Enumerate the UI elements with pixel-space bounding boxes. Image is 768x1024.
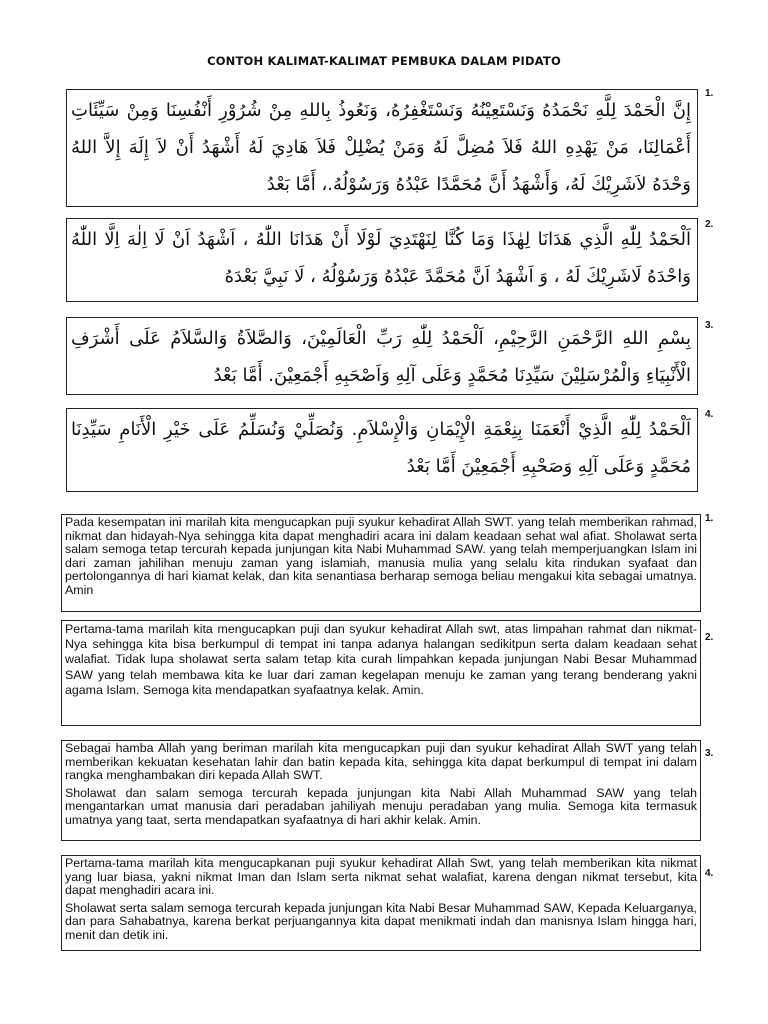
indonesian-paragraph: Pertama-tama marilah kita mengucapkanan puji syukur kehadirat Allah Swt, yang telah memberikan kita nikmat yang luar biasa, yakni nikmat Iman dan Islam serta nikmat sehat walafiat, karena dengan nikmat tersebut, kita dapat menghadiri acara ini. [65, 856, 697, 898]
indonesian-text-1 [62, 515, 700, 598]
indonesian-paragraph: Sebagai hamba Allah yang beriman marilah kita mengucapkan puji dan syukur kehadirat Allah SWT yang telah memberikan kekuatan kesehatan lahir dan batin kepada kita, sehingga kita dapat berkumpul di tempat ini dalam rangka menghambakan diri kepada Allah SWT. [65, 741, 697, 783]
indonesian-text-2 [62, 621, 700, 698]
section-number-indonesian-1: 1. [705, 513, 714, 524]
arabic-box-3 [66, 317, 698, 395]
document-title: CONTOH KALIMAT-KALIMAT PEMBUKA DALAM PIDATO [207, 54, 561, 68]
arabic-text-1: إِنَّ الْحَمْدَ لِلَّهِ نَحْمَدُهُ وَنَسْتَعِيْنُهُ وَنَسْتَغْفِرُهُ، وَنَعُوذُ بِاللهِ مِنْ شُرُوْرِ أَنْفُسِنَا وَمِنْ سَيِّئَاتِ أَعْمَالِنَا، مَنْ يَهْدِهِ اللهُ فَلاَ مُضِلَّ لَهُ وَمَنْ يُضْلِلْ فَلاَ هَادِيَ لَهُ أَشْهَدُ أَنْ لاَ إِلَهَ إِلاَّ اللهُ وَحْدَهُ لاَشَرِيْكَ لَهُ، وَأَشْهَدُ أَنَّ مُحَمَّدًا عَبْدُهُ وَرَسُوْلُهُ.، أَمَّا بَعْدُ [71, 100, 691, 195]
section-number-arabic-3: 3. [705, 320, 714, 331]
arabic-text-4: اَلْحَمْدُ لِلّٰهِ الَّذِيْ أَنْعَمَنَا بِنِعْمَةِ الْإِيْمَانِ وَالْإِسْلاَمِ. وَنُصَلِّيْ وَنُسَلِّمُ عَلَى خَيْرِ الْأَنَامِ سَيِّدِنَا مُحَمَّدٍ وَعَلَى آلِهِ وَصَحْبِهِ أَجْمَعِيْنَ أَمَّا بَعْدُ [71, 419, 691, 477]
indonesian-box-2 [61, 620, 701, 726]
arabic-box-1 [66, 89, 698, 207]
indonesian-box-4 [61, 855, 701, 951]
indonesian-box-1 [61, 514, 701, 612]
indonesian-paragraph: Sholawat dan salam semoga tercurah kepada junjungan kita Nabi Allah Muhammad SAW yang telah mengantarkan umat manusia dari peradaban jahiliyah menuju peradaban yang mulia. Semoga kita termasuk umatnya yang taat, serta mendapatkan syafaatnya di hari akhir kelak. Amin. [65, 785, 697, 827]
indonesian-box-3 [61, 740, 701, 841]
indonesian-paragraph: Sholawat serta salam semoga tercurah kepada junjungan kita Nabi Besar Muhammad SAW, Kepada Keluarganya, dan para Sahabatnya, karena berkat perjuangannya kita dapat menikmati indah dan manisnya Islam hingga hari, menit dan detik ini. [65, 900, 697, 942]
section-number-arabic-4: 4. [705, 409, 714, 420]
arabic-text-3: بِسْمِ اللهِ الرَّحْمَنِ الرَّحِيْمِ، اَلْحَمْدُ لِلّٰهِ رَبِّ الْعَالَمِيْنَ، وَالصَّلاَةُ وَالسَّلاَمُ عَلَى أَشْرَفِ الْأَنْبِيَاءِ وَالْمُرْسَلِيْنَ سَيِّدِنَا مُحَمَّدٍ وَعَلَى آلِهِ وَاَصْحَبِهِ أَجْمَعِيْنَ. أَمَّا بَعْدُ [71, 328, 691, 386]
arabic-box-4 [66, 408, 698, 492]
section-number-indonesian-4: 4. [705, 868, 714, 879]
section-number-arabic-1: 1. [705, 88, 714, 99]
section-number-indonesian-3: 3. [705, 748, 714, 759]
indonesian-text-4 [62, 856, 700, 943]
section-number-arabic-2: 2. [705, 219, 714, 230]
section-number-indonesian-2: 2. [705, 632, 714, 643]
indonesian-text-3 [62, 741, 700, 828]
arabic-box-2 [66, 218, 698, 302]
arabic-text-2: اَلْحَمْدُ لِلّٰهِ الَّذِي هَدَانَا لِهٰذَا وَمَا كُنَّا لِنَهْتَدِيَ لَوْلَا أَنْ هَدَانَا اللّٰهُ ، اَشْهَدُ اَنْ لَا اِلٰهَ اِلَّا اللّٰهُ وَاحْدَهُ لَاشَرِيْكَ لَهُ ، وَ اَشْهَدُ اَنَّ مُحَمَّدً عَبْدُهُ وَرَسُوْلُهُ ، لَا نَبِيَّ بَعْدَهُ [71, 229, 691, 287]
indonesian-paragraph: Pertama-tama marilah kita mengucapkan puji dan syukur kehadirat Allah swt, atas limpahan rahmat dan nikmat-Nya sehingga kita bisa berkumpul di tempat ini tanpa adanya halangan sedikitpun serta dalam keadaan sehat walafiat. Tidak lupa sholawat serta salam tetap kita curah limpahkan kepada junjungan Nabi Besar Muhammad SAW yang telah membawa kita ke luar dari zaman kegelapan menuju ke zaman yang terang benderang yakni agama Islam. Semoga kita mendapatkan syafaatnya kelak. Amin. [65, 622, 697, 697]
indonesian-paragraph: Pada kesempatan ini marilah kita mengucapkan puji syukur kehadirat Allah SWT. yang telah memberikan rahmad, nikmat dan hidayah-Nya sehingga kita dapat menghadiri acara ini dalam keadaan sehat wal afiat. Sholawat serta salam semoga tetap tercurah kepada junjungan kita Nabi Muhammad SAW. yang telah memperjuangkan Islam ini dari zaman jahilihan menuju zaman yang islamiah, manusia mulia yang selalu kita rindukan syafaat dan pertolongannya di hari kiamat kelak, dan kita senantiasa berharap semoga beliau mengakui kita sebagai umatnya. Amin [65, 515, 697, 597]
